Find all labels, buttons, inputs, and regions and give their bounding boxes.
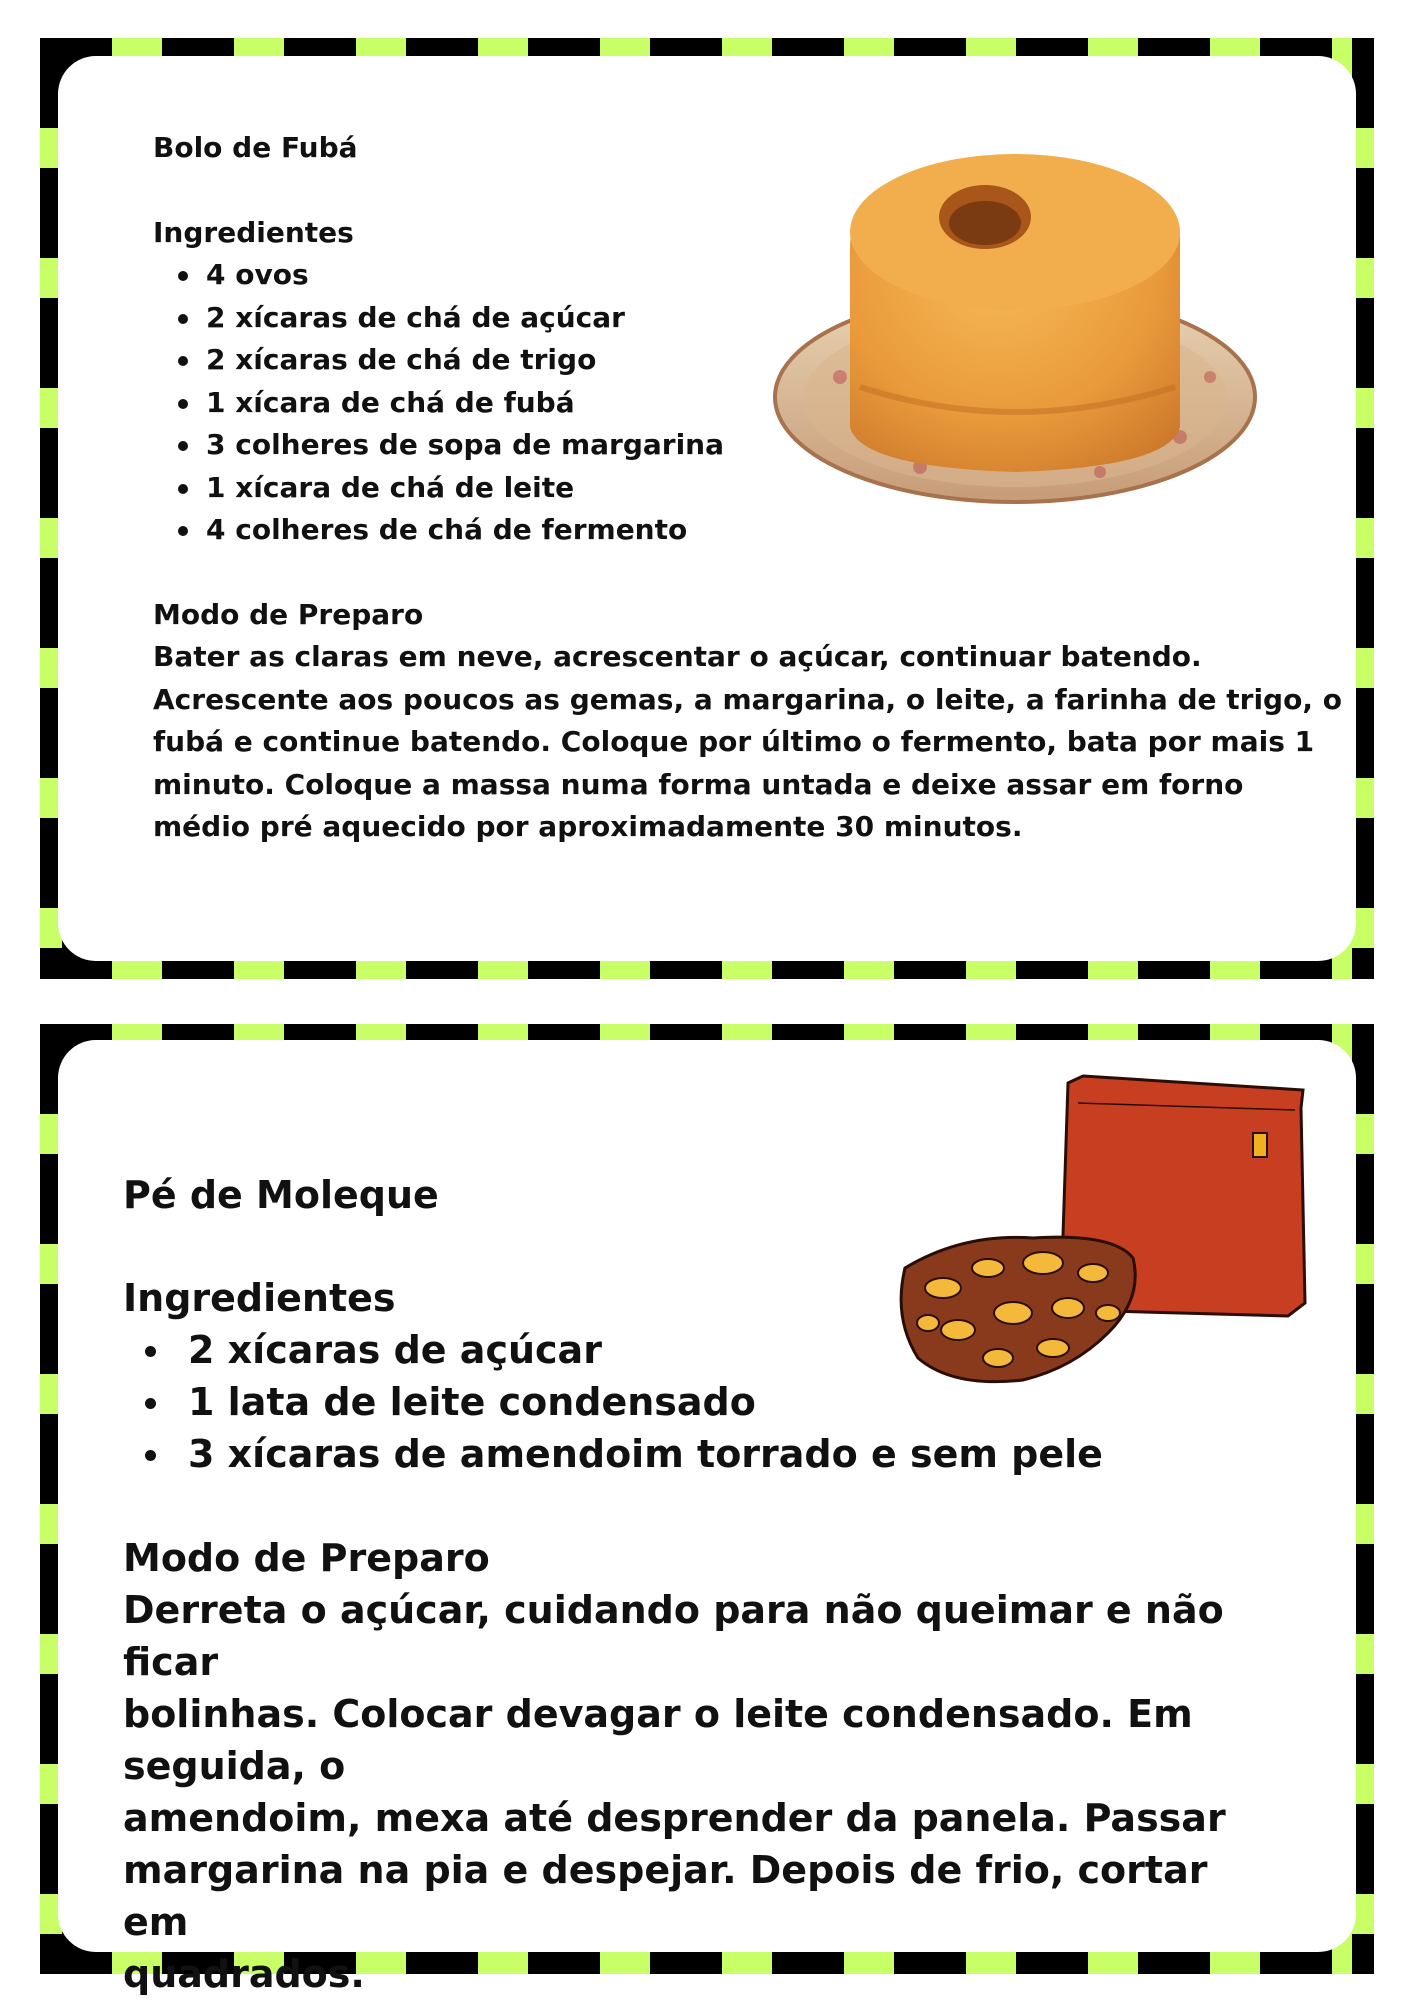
ingredient-item: 1 xícara de chá de leite xyxy=(153,467,1353,510)
ingredients-heading: Ingredientes xyxy=(123,1276,396,1320)
ingredient-item: 3 xícaras de amendoim torrado e sem pele xyxy=(123,1428,1323,1480)
ingredient-item: 2 xícaras de chá de trigo xyxy=(153,339,1353,382)
method-line: quadrados. xyxy=(123,1952,365,1996)
recipe-title: Pé de Moleque xyxy=(123,1173,439,1217)
method-line: Acrescente aos poucos as gemas, a margarina, o leite, a farinha de trigo, o xyxy=(153,682,1342,716)
card-content xyxy=(58,56,1356,961)
bullet-icon xyxy=(178,314,188,324)
ingredient-item: 4 colheres de chá de fermento xyxy=(153,509,1353,552)
bullet-icon xyxy=(145,1398,156,1409)
bullet-icon xyxy=(178,484,188,494)
method-text xyxy=(123,1584,1273,2000)
ingredient-item: 1 lata de leite condensado xyxy=(123,1376,1323,1428)
ingredient-item: 4 ovos xyxy=(153,254,1353,297)
bullet-icon xyxy=(145,1450,156,1461)
ingredient-item: 3 colheres de sopa de margarina xyxy=(153,424,1353,467)
ingredient-item: 2 xícaras de açúcar xyxy=(123,1324,1323,1376)
ingredient-item: 2 xícaras de chá de açúcar xyxy=(153,297,1353,340)
bullet-icon xyxy=(178,356,188,366)
method-line: amendoim, mexa até desprender da panela. Passar xyxy=(123,1796,1226,1840)
ingredient-item: 1 xícara de chá de fubá xyxy=(153,382,1353,425)
cake-image xyxy=(770,137,1270,517)
bullet-icon xyxy=(178,271,188,281)
method-line: bolinhas. Colocar devagar o leite condensado. Em seguida, o xyxy=(123,1692,1193,1788)
method-line: minuto. Coloque a massa numa forma untada e deixe assar em forno xyxy=(153,767,1244,801)
recipe-card-pe-de-moleque xyxy=(40,1024,1374,1996)
method-text xyxy=(153,636,1353,849)
method-line: Bater as claras em neve, acrescentar o açúcar, continuar batendo. xyxy=(153,640,1202,673)
method-line: Derreta o açúcar, cuidando para não queimar e não ficar xyxy=(123,1588,1224,1684)
method-heading: Modo de Preparo xyxy=(123,1536,490,1580)
method-line: fubá e continue batendo. Coloque por último o fermento, bata por mais 1 xyxy=(153,725,1315,758)
ingredients-heading: Ingredientes xyxy=(153,216,354,249)
bullet-icon xyxy=(178,399,188,409)
recipe-title: Bolo de Fubá xyxy=(153,131,358,164)
bullet-icon xyxy=(145,1346,156,1357)
peanut-brittle-image xyxy=(883,1068,1328,1413)
bullet-icon xyxy=(178,526,188,536)
bullet-icon xyxy=(178,441,188,451)
card-content xyxy=(58,1040,1356,1996)
method-heading: Modo de Preparo xyxy=(153,598,424,631)
recipe-card-bolo-de-fuba xyxy=(40,38,1374,979)
method-line: médio pré aquecido por aproximadamente 30 minutos. xyxy=(153,810,1023,843)
method-line: margarina na pia e despejar. Depois de frio, cortar em xyxy=(123,1848,1208,1944)
